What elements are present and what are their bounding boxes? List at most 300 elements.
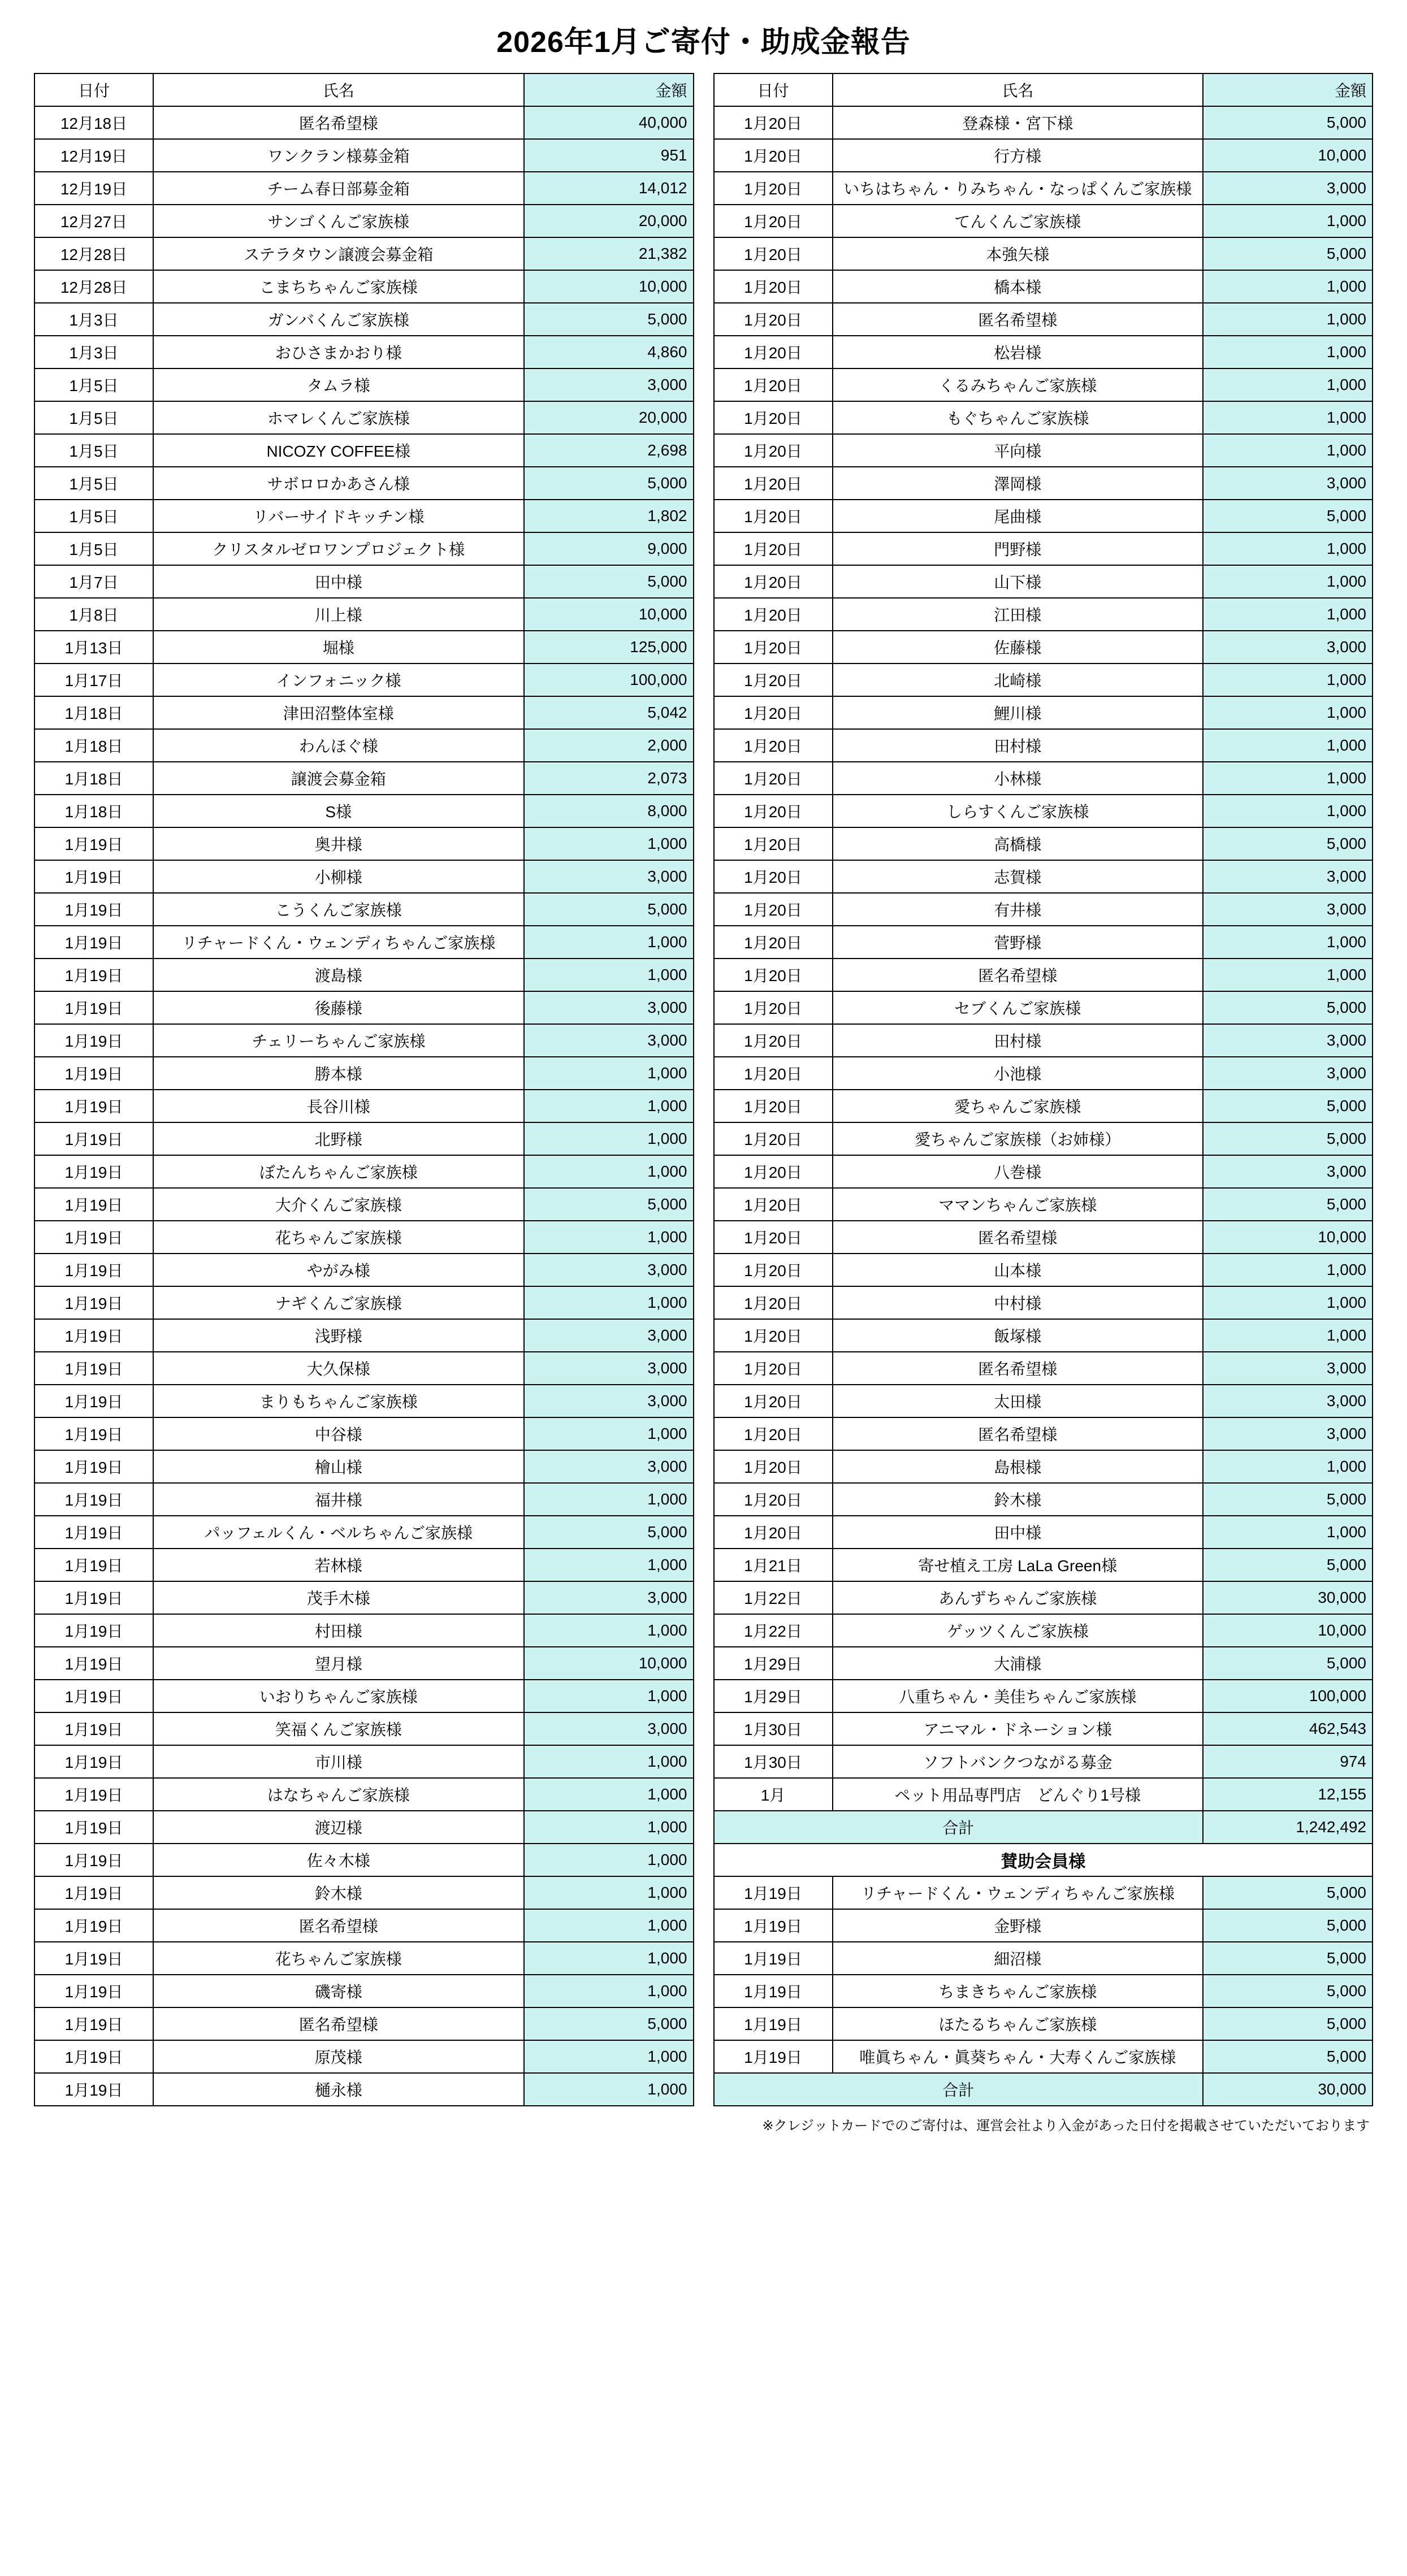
table-row	[34, 762, 694, 795]
cell-amount: 5,000	[1203, 1188, 1373, 1221]
table-row	[34, 1680, 694, 1712]
cell-name: はなちゃんご家族様	[153, 1778, 524, 1811]
cell-name: 志賀様	[833, 860, 1203, 893]
cell-amount: 1,000	[524, 1057, 694, 1090]
table-row	[714, 532, 1373, 565]
cell-date: 1月29日	[714, 1647, 833, 1680]
cell-name: 匿名希望様	[833, 303, 1203, 336]
cell-name: 佐々木様	[153, 1844, 524, 1876]
cell-date: 1月19日	[34, 926, 153, 959]
table-row	[714, 1155, 1373, 1188]
table-row	[34, 631, 694, 663]
cell-date: 1月5日	[34, 467, 153, 500]
cell-amount: 3,000	[1203, 1417, 1373, 1450]
cell-date: 1月20日	[714, 827, 833, 860]
table-row	[34, 729, 694, 762]
cell-date: 1月20日	[714, 172, 833, 205]
report-columns	[34, 73, 1373, 2106]
header-date: 日付	[714, 73, 833, 106]
cell-amount: 10,000	[1203, 1614, 1373, 1647]
cell-name: 田村様	[833, 729, 1203, 762]
header-amount: 金額	[524, 73, 694, 106]
cell-amount: 1,000	[524, 959, 694, 991]
table-row	[714, 565, 1373, 598]
cell-name: クリスタルゼロワンプロジェクト様	[153, 532, 524, 565]
cell-name: 匿名希望様	[833, 959, 1203, 991]
cell-date: 1月20日	[714, 270, 833, 303]
table-row	[34, 401, 694, 434]
cell-date: 1月20日	[714, 467, 833, 500]
cell-name: 笑福くんご家族様	[153, 1712, 524, 1745]
cell-name: 勝本様	[153, 1057, 524, 1090]
cell-date: 1月30日	[714, 1745, 833, 1778]
cell-date: 1月19日	[34, 1024, 153, 1057]
cell-date: 1月20日	[714, 631, 833, 663]
cell-amount: 5,000	[524, 1188, 694, 1221]
total-amount: 30,000	[1203, 2073, 1373, 2106]
cell-name: 本強矢様	[833, 237, 1203, 270]
cell-name: チーム春日部募金箱	[153, 172, 524, 205]
table-row	[714, 1385, 1373, 1417]
cell-name: 澤岡様	[833, 467, 1203, 500]
cell-name: こうくんご家族様	[153, 893, 524, 926]
table-row	[34, 1024, 694, 1057]
cell-amount: 2,073	[524, 762, 694, 795]
cell-amount: 1,000	[524, 1745, 694, 1778]
table-row	[714, 270, 1373, 303]
table-row	[34, 2007, 694, 2040]
cell-date: 1月21日	[714, 1549, 833, 1581]
cell-date: 1月20日	[714, 795, 833, 827]
cell-amount: 1,000	[1203, 368, 1373, 401]
cell-amount: 12,155	[1203, 1778, 1373, 1811]
cell-name: ソフトバンクつながる募金	[833, 1745, 1203, 1778]
cell-amount: 3,000	[524, 1319, 694, 1352]
cell-amount: 1,000	[524, 1975, 694, 2007]
table-row	[714, 1516, 1373, 1549]
cell-name: 渡辺様	[153, 1811, 524, 1844]
cell-date: 1月19日	[714, 1975, 833, 2007]
cell-amount: 100,000	[524, 663, 694, 696]
cell-name: 細沼様	[833, 1942, 1203, 1975]
cell-name: 平向様	[833, 434, 1203, 467]
cell-amount: 1,000	[1203, 1319, 1373, 1352]
table-row	[714, 1778, 1373, 1811]
table-row	[34, 795, 694, 827]
cell-amount: 5,000	[1203, 1909, 1373, 1942]
table-row	[34, 172, 694, 205]
cell-name: 匿名希望様	[833, 1417, 1203, 1450]
table-row	[714, 1188, 1373, 1221]
cell-date: 1月18日	[34, 762, 153, 795]
table-row	[34, 1516, 694, 1549]
cell-date: 1月20日	[714, 1254, 833, 1286]
cell-name: リチャードくん・ウェンディちゃんご家族様	[833, 1876, 1203, 1909]
right-donations-table	[713, 73, 1374, 2106]
cell-amount: 3,000	[1203, 1385, 1373, 1417]
cell-amount: 3,000	[1203, 1352, 1373, 1385]
cell-date: 1月20日	[714, 1090, 833, 1122]
cell-name: 大久保様	[153, 1352, 524, 1385]
cell-date: 1月19日	[34, 1647, 153, 1680]
cell-name: 小池様	[833, 1057, 1203, 1090]
cell-name: てんくんご家族様	[833, 205, 1203, 237]
table-row	[714, 1975, 1373, 2007]
cell-amount: 1,000	[524, 1876, 694, 1909]
cell-name: 登森様・宮下様	[833, 106, 1203, 139]
cell-name: 譲渡会募金箱	[153, 762, 524, 795]
table-row	[34, 270, 694, 303]
cell-amount: 5,000	[1203, 1549, 1373, 1581]
cell-name: ゲッツくんご家族様	[833, 1614, 1203, 1647]
table-row	[34, 368, 694, 401]
table-row	[714, 1680, 1373, 1712]
table-row	[34, 1319, 694, 1352]
table-row	[34, 106, 694, 139]
table-row	[34, 1876, 694, 1909]
table-row	[714, 860, 1373, 893]
cell-name: 佐藤様	[833, 631, 1203, 663]
cell-amount: 8,000	[524, 795, 694, 827]
cell-date: 1月20日	[714, 434, 833, 467]
table-row	[34, 1090, 694, 1122]
cell-date: 12月19日	[34, 139, 153, 172]
cell-name: 飯塚様	[833, 1319, 1203, 1352]
cell-date: 1月19日	[714, 2007, 833, 2040]
cell-name: やがみ様	[153, 1254, 524, 1286]
cell-amount: 1,000	[1203, 434, 1373, 467]
cell-date: 1月5日	[34, 532, 153, 565]
cell-name: ちまきちゃんご家族様	[833, 1975, 1203, 2007]
cell-name: 堀様	[153, 631, 524, 663]
cell-date: 1月20日	[714, 1450, 833, 1483]
cell-date: 1月20日	[714, 663, 833, 696]
cell-amount: 5,000	[1203, 1876, 1373, 1909]
cell-amount: 3,000	[524, 1352, 694, 1385]
table-row	[714, 631, 1373, 663]
cell-amount: 5,000	[524, 303, 694, 336]
cell-date: 1月20日	[714, 1516, 833, 1549]
cell-amount: 3,000	[524, 1385, 694, 1417]
cell-amount: 1,000	[524, 1122, 694, 1155]
cell-amount: 10,000	[524, 270, 694, 303]
cell-date: 1月17日	[34, 663, 153, 696]
header-date: 日付	[34, 73, 153, 106]
cell-amount: 3,000	[524, 1712, 694, 1745]
cell-amount: 10,000	[524, 1647, 694, 1680]
table-row	[714, 663, 1373, 696]
cell-name: 北崎様	[833, 663, 1203, 696]
cell-date: 1月19日	[34, 1811, 153, 1844]
table-row	[714, 1352, 1373, 1385]
table-row	[714, 991, 1373, 1024]
cell-name: 中谷様	[153, 1417, 524, 1450]
cell-name: ホマレくんご家族様	[153, 401, 524, 434]
cell-date: 1月5日	[34, 401, 153, 434]
table-row	[714, 1581, 1373, 1614]
cell-amount: 1,000	[524, 1417, 694, 1450]
total-row	[714, 2073, 1373, 2106]
cell-amount: 5,000	[524, 893, 694, 926]
cell-date: 1月20日	[714, 1352, 833, 1385]
table-row	[34, 1549, 694, 1581]
table-row	[714, 1090, 1373, 1122]
cell-amount: 1,000	[524, 1942, 694, 1975]
table-row	[34, 1712, 694, 1745]
table-row	[714, 926, 1373, 959]
cell-name: しらすくんご家族様	[833, 795, 1203, 827]
cell-amount: 1,000	[1203, 663, 1373, 696]
table-row	[34, 1745, 694, 1778]
table-row	[714, 1745, 1373, 1778]
cell-amount: 974	[1203, 1745, 1373, 1778]
cell-amount: 3,000	[524, 368, 694, 401]
header-name: 氏名	[833, 73, 1203, 106]
cell-name: 大介くんご家族様	[153, 1188, 524, 1221]
cell-amount: 5,000	[1203, 106, 1373, 139]
left-column	[34, 73, 694, 2106]
cell-date: 1月20日	[714, 303, 833, 336]
cell-date: 1月18日	[34, 696, 153, 729]
cell-name: 長谷川様	[153, 1090, 524, 1122]
cell-name: ママンちゃんご家族様	[833, 1188, 1203, 1221]
cell-date: 1月20日	[714, 729, 833, 762]
cell-amount: 1,000	[524, 1155, 694, 1188]
cell-amount: 1,000	[524, 926, 694, 959]
cell-name: 八重ちゃん・美佳ちゃんご家族様	[833, 1680, 1203, 1712]
cell-date: 1月20日	[714, 762, 833, 795]
table-row	[714, 401, 1373, 434]
cell-amount: 1,000	[1203, 336, 1373, 368]
cell-name: NICOZY COFFEE様	[153, 434, 524, 467]
cell-name: タムラ様	[153, 368, 524, 401]
cell-amount: 40,000	[524, 106, 694, 139]
cell-amount: 1,000	[524, 2073, 694, 2106]
table-row	[34, 2073, 694, 2106]
cell-date: 1月19日	[34, 1942, 153, 1975]
cell-name: チェリーちゃんご家族様	[153, 1024, 524, 1057]
cell-date: 1月20日	[714, 1155, 833, 1188]
table-row	[714, 1254, 1373, 1286]
cell-amount: 1,000	[1203, 270, 1373, 303]
header-name: 氏名	[153, 73, 524, 106]
table-row	[714, 336, 1373, 368]
cell-name: ぼたんちゃんご家族様	[153, 1155, 524, 1188]
cell-name: 川上様	[153, 598, 524, 631]
cell-name: 山本様	[833, 1254, 1203, 1286]
table-row	[714, 1647, 1373, 1680]
cell-date: 1月18日	[34, 795, 153, 827]
table-row	[34, 926, 694, 959]
cell-date: 1月19日	[34, 1680, 153, 1712]
table-row	[34, 1057, 694, 1090]
cell-name: ワンクラン様募金箱	[153, 139, 524, 172]
cell-amount: 3,000	[1203, 893, 1373, 926]
cell-amount: 5,000	[524, 2007, 694, 2040]
cell-name: 菅野様	[833, 926, 1203, 959]
cell-date: 1月19日	[34, 1254, 153, 1286]
cell-date: 12月18日	[34, 106, 153, 139]
cell-date: 1月20日	[714, 926, 833, 959]
table-row	[714, 205, 1373, 237]
cell-date: 1月8日	[34, 598, 153, 631]
table-row	[714, 303, 1373, 336]
cell-name: ナギくんご家族様	[153, 1286, 524, 1319]
cell-amount: 1,000	[1203, 1450, 1373, 1483]
cell-date: 1月19日	[34, 1385, 153, 1417]
cell-amount: 3,000	[524, 1254, 694, 1286]
cell-date: 1月20日	[714, 139, 833, 172]
cell-amount: 5,000	[524, 1516, 694, 1549]
cell-date: 1月19日	[34, 2040, 153, 2073]
cell-name: 鈴木様	[153, 1876, 524, 1909]
table-row	[34, 237, 694, 270]
cell-amount: 1,000	[524, 1286, 694, 1319]
cell-name: 愛ちゃんご家族様	[833, 1090, 1203, 1122]
cell-date: 1月19日	[34, 1090, 153, 1122]
cell-amount: 5,000	[1203, 991, 1373, 1024]
cell-amount: 1,000	[524, 1680, 694, 1712]
cell-amount: 5,000	[1203, 1647, 1373, 1680]
cell-name: 檜山様	[153, 1450, 524, 1483]
total-label: 合計	[714, 2073, 1203, 2106]
table-row	[34, 1352, 694, 1385]
cell-date: 1月20日	[714, 1057, 833, 1090]
table-row	[34, 532, 694, 565]
cell-date: 1月20日	[714, 959, 833, 991]
right-column	[713, 73, 1374, 2106]
cell-amount: 3,000	[524, 1024, 694, 1057]
cell-name: ガンバくんご家族様	[153, 303, 524, 336]
cell-name: 鈴木様	[833, 1483, 1203, 1516]
table-row	[34, 1188, 694, 1221]
cell-amount: 5,000	[524, 565, 694, 598]
cell-date: 1月19日	[34, 1778, 153, 1811]
cell-name: もぐちゃんご家族様	[833, 401, 1203, 434]
cell-date: 1月19日	[34, 1319, 153, 1352]
cell-date: 1月20日	[714, 336, 833, 368]
cell-date: 1月20日	[714, 1024, 833, 1057]
table-row	[34, 1581, 694, 1614]
table-row	[714, 368, 1373, 401]
cell-date: 1月19日	[34, 893, 153, 926]
cell-date: 1月5日	[34, 500, 153, 532]
table-header-row	[34, 73, 694, 106]
cell-amount: 1,000	[524, 1909, 694, 1942]
table-row	[34, 303, 694, 336]
cell-amount: 5,000	[524, 467, 694, 500]
table-row	[34, 1155, 694, 1188]
cell-name: リバーサイドキッチン様	[153, 500, 524, 532]
table-row	[34, 598, 694, 631]
cell-date: 1月13日	[34, 631, 153, 663]
cell-date: 1月20日	[714, 205, 833, 237]
cell-date: 1月18日	[34, 729, 153, 762]
table-row	[714, 1319, 1373, 1352]
table-row	[714, 893, 1373, 926]
cell-amount: 2,698	[524, 434, 694, 467]
table-row	[34, 1122, 694, 1155]
cell-name: 匿名希望様	[153, 1909, 524, 1942]
table-row	[34, 434, 694, 467]
cell-date: 1月19日	[34, 1516, 153, 1549]
table-row	[714, 1417, 1373, 1450]
section-title: 賛助会員様	[714, 1844, 1373, 1876]
table-row	[34, 1909, 694, 1942]
cell-name: わんほぐ様	[153, 729, 524, 762]
cell-date: 1月20日	[714, 1483, 833, 1516]
cell-name: まりもちゃんご家族様	[153, 1385, 524, 1417]
cell-name: 門野様	[833, 532, 1203, 565]
cell-name: 鯉川様	[833, 696, 1203, 729]
cell-date: 1月19日	[34, 827, 153, 860]
cell-date: 1月19日	[34, 959, 153, 991]
cell-date: 1月22日	[714, 1614, 833, 1647]
cell-date: 1月29日	[714, 1680, 833, 1712]
cell-date: 1月20日	[714, 1221, 833, 1254]
cell-date: 1月20日	[714, 1385, 833, 1417]
cell-amount: 5,000	[1203, 1090, 1373, 1122]
header-amount: 金額	[1203, 73, 1373, 106]
cell-name: 後藤様	[153, 991, 524, 1024]
cell-date: 1月20日	[714, 991, 833, 1024]
cell-date: 1月22日	[714, 1581, 833, 1614]
table-row	[714, 237, 1373, 270]
table-row	[714, 2007, 1373, 2040]
cell-date: 1月3日	[34, 303, 153, 336]
cell-name: ほたるちゃんご家族様	[833, 2007, 1203, 2040]
cell-name: アニマル・ドネーション様	[833, 1712, 1203, 1745]
cell-name: 大浦様	[833, 1647, 1203, 1680]
table-row	[714, 1122, 1373, 1155]
cell-name: 匿名希望様	[833, 1221, 1203, 1254]
cell-date: 1月20日	[714, 893, 833, 926]
cell-amount: 1,000	[524, 1811, 694, 1844]
cell-amount: 5,000	[1203, 500, 1373, 532]
cell-name: 匿名希望様	[153, 2007, 524, 2040]
cell-amount: 1,000	[1203, 926, 1373, 959]
cell-name: 磯寄様	[153, 1975, 524, 2007]
cell-amount: 30,000	[1203, 1581, 1373, 1614]
cell-date: 1月3日	[34, 336, 153, 368]
cell-amount: 5,000	[1203, 1122, 1373, 1155]
cell-amount: 1,000	[524, 1483, 694, 1516]
cell-name: 匿名希望様	[833, 1352, 1203, 1385]
cell-name: セブくんご家族様	[833, 991, 1203, 1024]
cell-name: 若林様	[153, 1549, 524, 1581]
cell-date: 1月19日	[34, 1221, 153, 1254]
table-row	[34, 663, 694, 696]
table-row	[34, 139, 694, 172]
cell-amount: 3,000	[1203, 860, 1373, 893]
cell-name: 福井様	[153, 1483, 524, 1516]
table-row	[714, 1614, 1373, 1647]
cell-name: 村田様	[153, 1614, 524, 1647]
table-row	[714, 795, 1373, 827]
cell-amount: 3,000	[524, 991, 694, 1024]
cell-amount: 4,860	[524, 336, 694, 368]
cell-date: 1月19日	[34, 1975, 153, 2007]
cell-date: 1月7日	[34, 565, 153, 598]
cell-name: 小林様	[833, 762, 1203, 795]
cell-amount: 1,000	[1203, 401, 1373, 434]
cell-name: 江田様	[833, 598, 1203, 631]
cell-date: 1月19日	[34, 2007, 153, 2040]
table-row	[34, 336, 694, 368]
cell-name: リチャードくん・ウェンディちゃんご家族様	[153, 926, 524, 959]
footnote: ※クレジットカードでのご寄付は、運営会社より入金があった日付を掲載させていただいております	[762, 2118, 1370, 2133]
table-row	[34, 1942, 694, 1975]
